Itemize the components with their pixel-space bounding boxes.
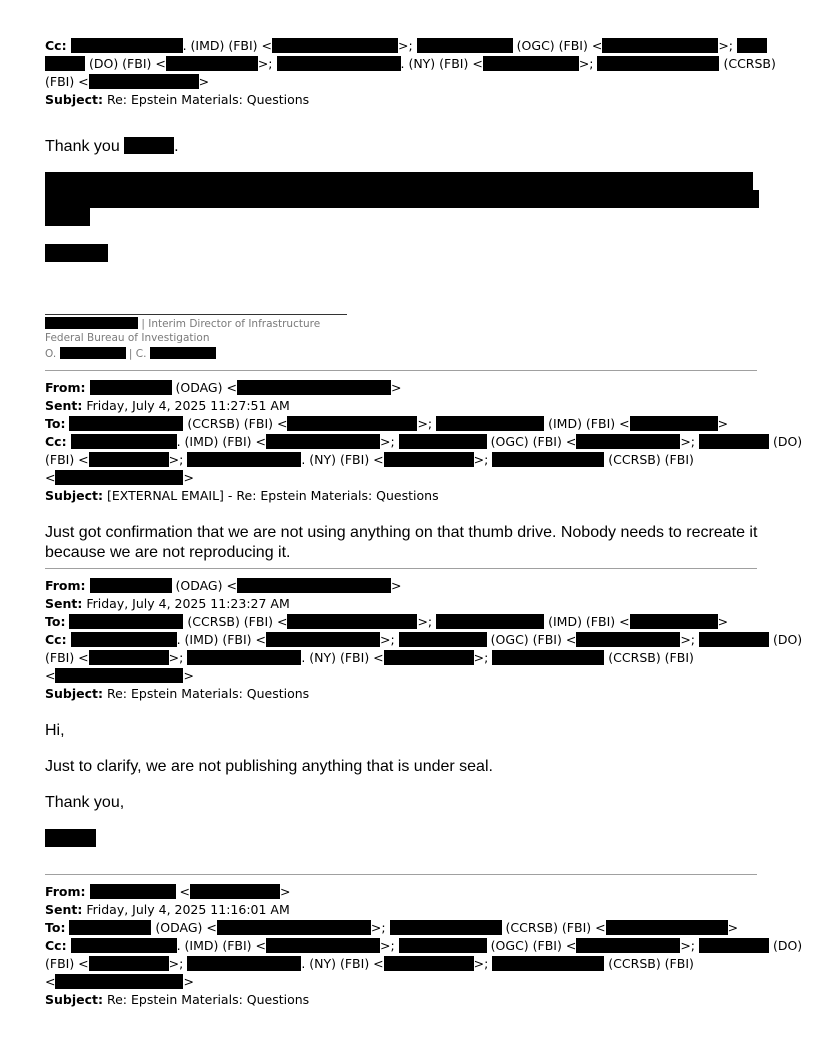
email1-body-line: Just got confirmation that we are not using anything on that thumb drive. Nobody needs to recreate it [45,524,758,541]
from-line: From: (ODAG) < > [45,578,402,593]
cc-line: (FBI) < >; . (NY) (FBI) < >; (CCRSB) (FBI) [45,956,694,971]
signature-org: Federal Bureau of Investigation [45,332,210,344]
redaction [630,614,718,629]
email0-header [45,37,775,109]
redaction [492,452,604,467]
redaction [187,650,301,665]
redaction [399,434,487,449]
redaction [71,632,177,647]
redaction [390,920,502,935]
redaction [699,938,769,953]
redaction [187,452,301,467]
sent-line: Sent: Friday, July 4, 2025 11:23:27 AM [45,596,290,611]
email2-header [45,577,803,703]
cc-line: (FBI) < > [45,74,210,89]
redaction [384,650,474,665]
redaction [45,317,138,329]
redaction [436,416,544,431]
redaction [399,938,487,953]
email2-body: Just to clarify, we are not publishing anything that is under seal. [45,758,493,775]
redaction [166,56,258,71]
redaction [237,380,391,395]
redaction [237,578,391,593]
redaction [576,632,680,647]
sent-line: Sent: Friday, July 4, 2025 11:16:01 AM [45,902,290,917]
redaction [384,452,474,467]
redaction-block [45,208,90,226]
redaction [417,38,513,53]
email1-body-line: because we are not reproducing it. [45,544,291,561]
cc-line: Cc: . (IMD) (FBI) < >; (OGC) (FBI) < >; (DO) [45,938,803,953]
redaction [55,470,183,485]
redaction [89,650,169,665]
subject-line: Subject: [EXTERNAL EMAIL] - Re: Epstein Materials: Questions [45,488,439,503]
redaction [150,347,216,359]
email-separator [45,370,757,371]
cc-line: (DO) (FBI) < >; . (NY) (FBI) < >; (CCRSB) [45,55,775,73]
cc-line: Cc: . (IMD) (FBI) < >; (OGC) (FBI) < >; [45,37,775,55]
signature-phone-line: O. | C. [45,346,216,362]
redaction [699,434,769,449]
cc-line: (FBI) < >; . (NY) (FBI) < >; (CCRSB) (FBI) [45,452,694,467]
redaction [483,56,579,71]
cc-line: < > [45,470,194,485]
redaction [71,38,183,53]
email2-greeting: Hi, [45,722,65,739]
redaction [576,434,680,449]
signature-title-line: | Interim Director of Infrastructure [45,316,320,332]
redaction [124,137,174,154]
redaction-block [45,190,759,208]
redaction [272,38,398,53]
redaction [266,434,380,449]
redaction [266,632,380,647]
redaction [399,632,487,647]
to-line: To: (ODAG) < >; (CCRSB) (FBI) < > [45,920,739,935]
cc-line: Cc: . (IMD) (FBI) < >; (OGC) (FBI) < >; (DO) [45,632,803,647]
subject-line: Subject: Re: Epstein Materials: Questions [45,92,310,107]
redaction [492,650,604,665]
subject-line: Subject: Re: Epstein Materials: Questions [45,992,310,1007]
email-separator [45,568,757,569]
redaction-block [45,172,753,190]
redaction [55,668,183,683]
redaction [60,347,126,359]
redaction [190,884,280,899]
subject-line: Subject: Re: Epstein Materials: Questions [45,686,310,701]
cc-line: < > [45,668,194,683]
redaction [436,614,544,629]
signature-divider [45,314,347,315]
redaction [737,38,767,53]
from-line: From: (ODAG) < > [45,380,402,395]
redaction [45,56,85,71]
redaction [287,416,417,431]
redaction [602,38,718,53]
redaction [69,614,183,629]
email2-closing: Thank you, [45,794,125,811]
redaction [69,920,151,935]
email3-header [45,883,803,1009]
redaction [492,956,604,971]
redaction [55,974,183,989]
redaction [90,884,176,899]
redaction [217,920,371,935]
redaction [187,956,301,971]
sent-line: Sent: Friday, July 4, 2025 11:27:51 AM [45,398,290,413]
redaction [89,452,169,467]
redaction [597,56,719,71]
redaction [89,74,199,89]
cc-line: < > [45,974,194,989]
from-line: From: < > [45,884,291,899]
to-line: To: (CCRSB) (FBI) < >; (IMD) (FBI) < > [45,416,729,431]
redaction [71,434,177,449]
redaction [277,56,401,71]
redaction [90,578,172,593]
redaction [89,956,169,971]
cc-line: Cc: . (IMD) (FBI) < >; (OGC) (FBI) < >; (DO) [45,434,803,449]
redaction-block [45,829,96,847]
redaction [606,920,728,935]
redaction [90,380,172,395]
redaction-block [45,244,108,262]
redaction [576,938,680,953]
email1-header [45,379,803,505]
redaction [69,416,183,431]
redaction [630,416,718,431]
cc-line: (FBI) < >; . (NY) (FBI) < >; (CCRSB) (FBI) [45,650,694,665]
redaction [266,938,380,953]
to-line: To: (CCRSB) (FBI) < >; (IMD) (FBI) < > [45,614,729,629]
redaction [699,632,769,647]
email0-greeting: Thank you . [45,138,179,155]
email-separator [45,874,757,875]
redaction [287,614,417,629]
redaction [384,956,474,971]
redaction [71,938,177,953]
